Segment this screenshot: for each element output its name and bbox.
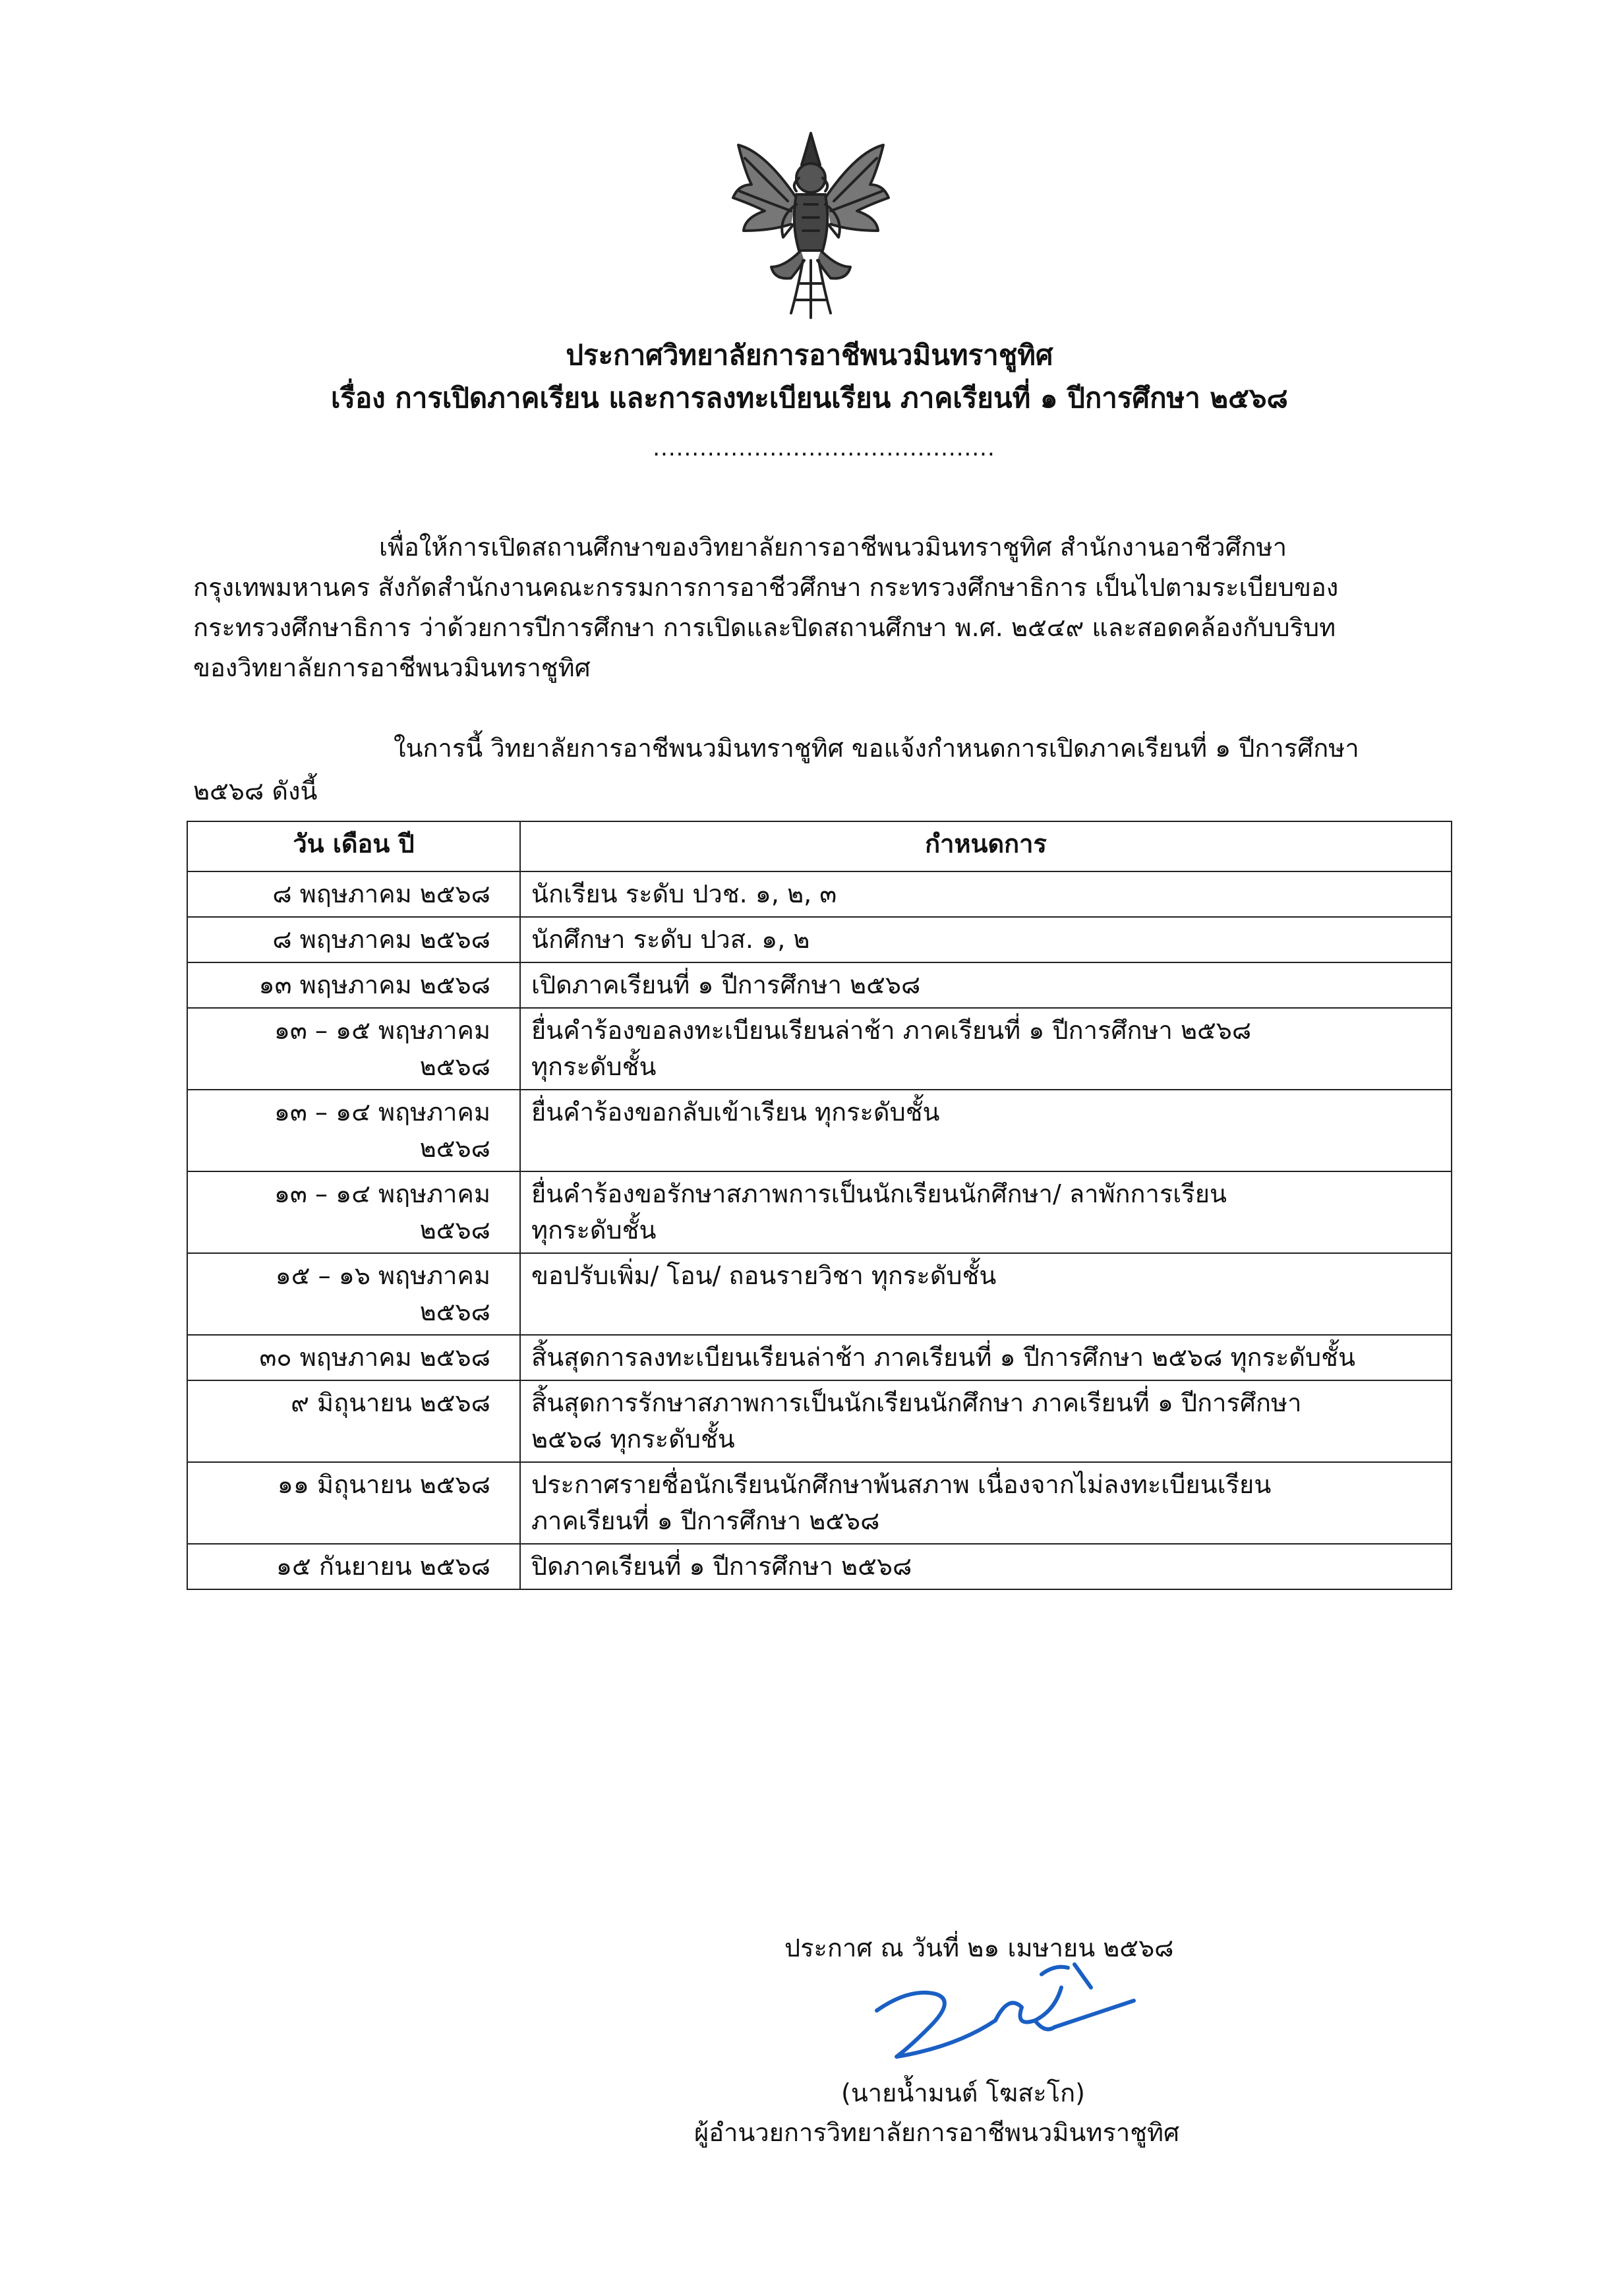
- event-line: นักศึกษา ระดับ ปวส. ๑, ๒: [531, 925, 810, 954]
- date-line: ๑๕ – ๑๖ พฤษภาคม: [275, 1261, 490, 1290]
- table-row: [187, 962, 1452, 1008]
- date-line: ๒๕๖๘: [419, 1052, 490, 1081]
- row-event: [520, 917, 1452, 962]
- event-line: สิ้นสุดการลงทะเบียนเรียนล่าช้า ภาคเรียนที่ ๑ ปีการศึกษา ๒๕๖๘ ทุกระดับชั้น: [531, 1343, 1355, 1372]
- table-row: [187, 917, 1452, 962]
- date-line: ๑๑ มิถุนายน ๒๕๖๘: [277, 1470, 490, 1499]
- header-date: วัน เดือน ปี: [187, 821, 520, 871]
- date-line: ๑๓ – ๑๔ พฤษภาคม: [274, 1179, 490, 1208]
- paragraph-1-line-2: กรุงเทพมหานคร สังกัดสำนักงานคณะกรรมการการอาชีวศึกษา กระทรวงศึกษาธิการ เป็นไปตามระเบียบของ: [193, 573, 1339, 602]
- date-line: ๓๐ พฤษภาคม ๒๕๖๘: [259, 1343, 490, 1372]
- date-line: ๘ พฤษภาคม ๒๕๖๘: [272, 879, 490, 908]
- event-line: ยื่นคำร้องขอรักษาสภาพการเป็นนักเรียนนักศึกษา/ ลาพักการเรียน: [531, 1179, 1227, 1208]
- date-line: ๑๓ – ๑๔ พฤษภาคม: [274, 1098, 490, 1127]
- title-separator: ............................................: [653, 435, 995, 461]
- date-line: ๒๕๖๘: [419, 1216, 490, 1245]
- garuda-emblem-icon: [725, 125, 897, 323]
- event-line: ขอปรับเพิ่ม/ โอน/ ถอนรายวิชา ทุกระดับชั้น: [531, 1261, 997, 1290]
- table-row: [187, 1171, 1452, 1253]
- event-line: นักเรียน ระดับ ปวช. ๑, ๒, ๓: [531, 879, 837, 908]
- date-line: ๒๕๖๘: [419, 1297, 490, 1326]
- row-date: [187, 962, 520, 1008]
- row-date: [187, 1462, 520, 1544]
- table-row: [187, 1380, 1452, 1462]
- table-row: [187, 1335, 1452, 1380]
- signature-icon: [857, 1948, 1147, 2073]
- date-line: ๙ มิถุนายน ๒๕๖๘: [291, 1388, 490, 1417]
- date-line: ๑๕ กันยายน ๒๕๖๘: [276, 1552, 490, 1581]
- paragraph-2-line-1: ในการนี้ วิทยาลัยการอาชีพนวมินทราชูทิศ ขอแจ้งกำหนดการเปิดภาคเรียนที่ ๑ ปีการศึกษา: [394, 734, 1359, 763]
- schedule-table: [187, 821, 1452, 1590]
- paragraph-2-line-2: ๒๕๖๘ ดังนี้: [193, 777, 318, 806]
- table-header-row: [187, 821, 1452, 871]
- table-row: [187, 1008, 1452, 1090]
- row-date: [187, 871, 520, 917]
- row-event: [520, 1380, 1452, 1462]
- paragraph-1-line-3: กระทรวงศึกษาธิการ ว่าด้วยการปีการศึกษา การเปิดและปิดสถานศึกษา พ.ศ. ๒๕๔๙ และสอดคล้องกับบริบท: [193, 613, 1336, 642]
- row-date: [187, 1380, 520, 1462]
- date-line: ๘ พฤษภาคม ๒๕๖๘: [272, 925, 490, 954]
- event-line: ทุกระดับชั้น: [531, 1216, 657, 1245]
- date-line: ๑๓ – ๑๕ พฤษภาคม: [274, 1016, 490, 1045]
- announce-date: ประกาศ ณ วันที่ ๒๑ เมษายน ๒๕๖๘: [784, 1933, 1174, 1962]
- event-line: ยื่นคำร้องขอลงทะเบียนเรียนล่าช้า ภาคเรียนที่ ๑ ปีการศึกษา ๒๕๖๘: [531, 1016, 1252, 1045]
- event-line: เปิดภาคเรียนที่ ๑ ปีการศึกษา ๒๕๖๘: [531, 970, 921, 999]
- date-line: ๒๕๖๘: [419, 1134, 490, 1163]
- event-line: ภาคเรียนที่ ๑ ปีการศึกษา ๒๕๖๘: [531, 1506, 880, 1535]
- table-row: [187, 1544, 1452, 1589]
- row-event: [520, 1462, 1452, 1544]
- event-line: ประกาศรายชื่อนักเรียนนักศึกษาพ้นสภาพ เนื่องจากไม่ลงทะเบียนเรียน: [531, 1470, 1272, 1499]
- table-row: [187, 1253, 1452, 1335]
- signatory-name: (นายน้ำมนต์ โฆสะโก): [841, 2078, 1085, 2107]
- row-date: [187, 1335, 520, 1380]
- row-event: [520, 1253, 1452, 1335]
- event-line: ปิดภาคเรียนที่ ๑ ปีการศึกษา ๒๕๖๘: [531, 1552, 912, 1581]
- table-row: [187, 1090, 1452, 1171]
- row-date: [187, 1090, 520, 1171]
- row-event: [520, 871, 1452, 917]
- row-event: [520, 1171, 1452, 1253]
- row-event: [520, 962, 1452, 1008]
- row-event: [520, 1544, 1452, 1589]
- table-row: [187, 871, 1452, 917]
- document-title: ประกาศวิทยาลัยการอาชีพนวมินทราชูทิศ: [566, 339, 1053, 371]
- row-event: [520, 1090, 1452, 1171]
- row-date: [187, 1253, 520, 1335]
- event-line: สิ้นสุดการรักษาสภาพการเป็นนักเรียนนักศึกษา ภาคเรียนที่ ๑ ปีการศึกษา: [531, 1388, 1302, 1417]
- row-date: [187, 1008, 520, 1090]
- row-date: [187, 917, 520, 962]
- header-event: กำหนดการ: [520, 821, 1452, 871]
- row-event: [520, 1335, 1452, 1380]
- event-line: ๒๕๖๘ ทุกระดับชั้น: [531, 1425, 735, 1454]
- signatory-position: ผู้อำนวยการวิทยาลัยการอาชีพนวมินทราชูทิศ: [694, 2118, 1180, 2147]
- date-line: ๑๓ พฤษภาคม ๒๕๖๘: [258, 970, 490, 999]
- table-row: [187, 1462, 1452, 1544]
- row-event: [520, 1008, 1452, 1090]
- paragraph-1-line-1: เพื่อให้การเปิดสถานศึกษาของวิทยาลัยการอาชีพนวมินทราชูทิศ สำนักงานอาชีวศึกษา: [379, 533, 1287, 562]
- document-subject: เรื่อง การเปิดภาคเรียน และการลงทะเบียนเรียน ภาคเรียนที่ ๑ ปีการศึกษา ๒๕๖๘: [331, 382, 1288, 414]
- row-date: [187, 1544, 520, 1589]
- event-line: ทุกระดับชั้น: [531, 1052, 657, 1081]
- event-line: ยื่นคำร้องขอกลับเข้าเรียน ทุกระดับชั้น: [531, 1098, 940, 1127]
- row-date: [187, 1171, 520, 1253]
- paragraph-1-line-4: ของวิทยาลัยการอาชีพนวมินทราชูทิศ: [193, 653, 591, 682]
